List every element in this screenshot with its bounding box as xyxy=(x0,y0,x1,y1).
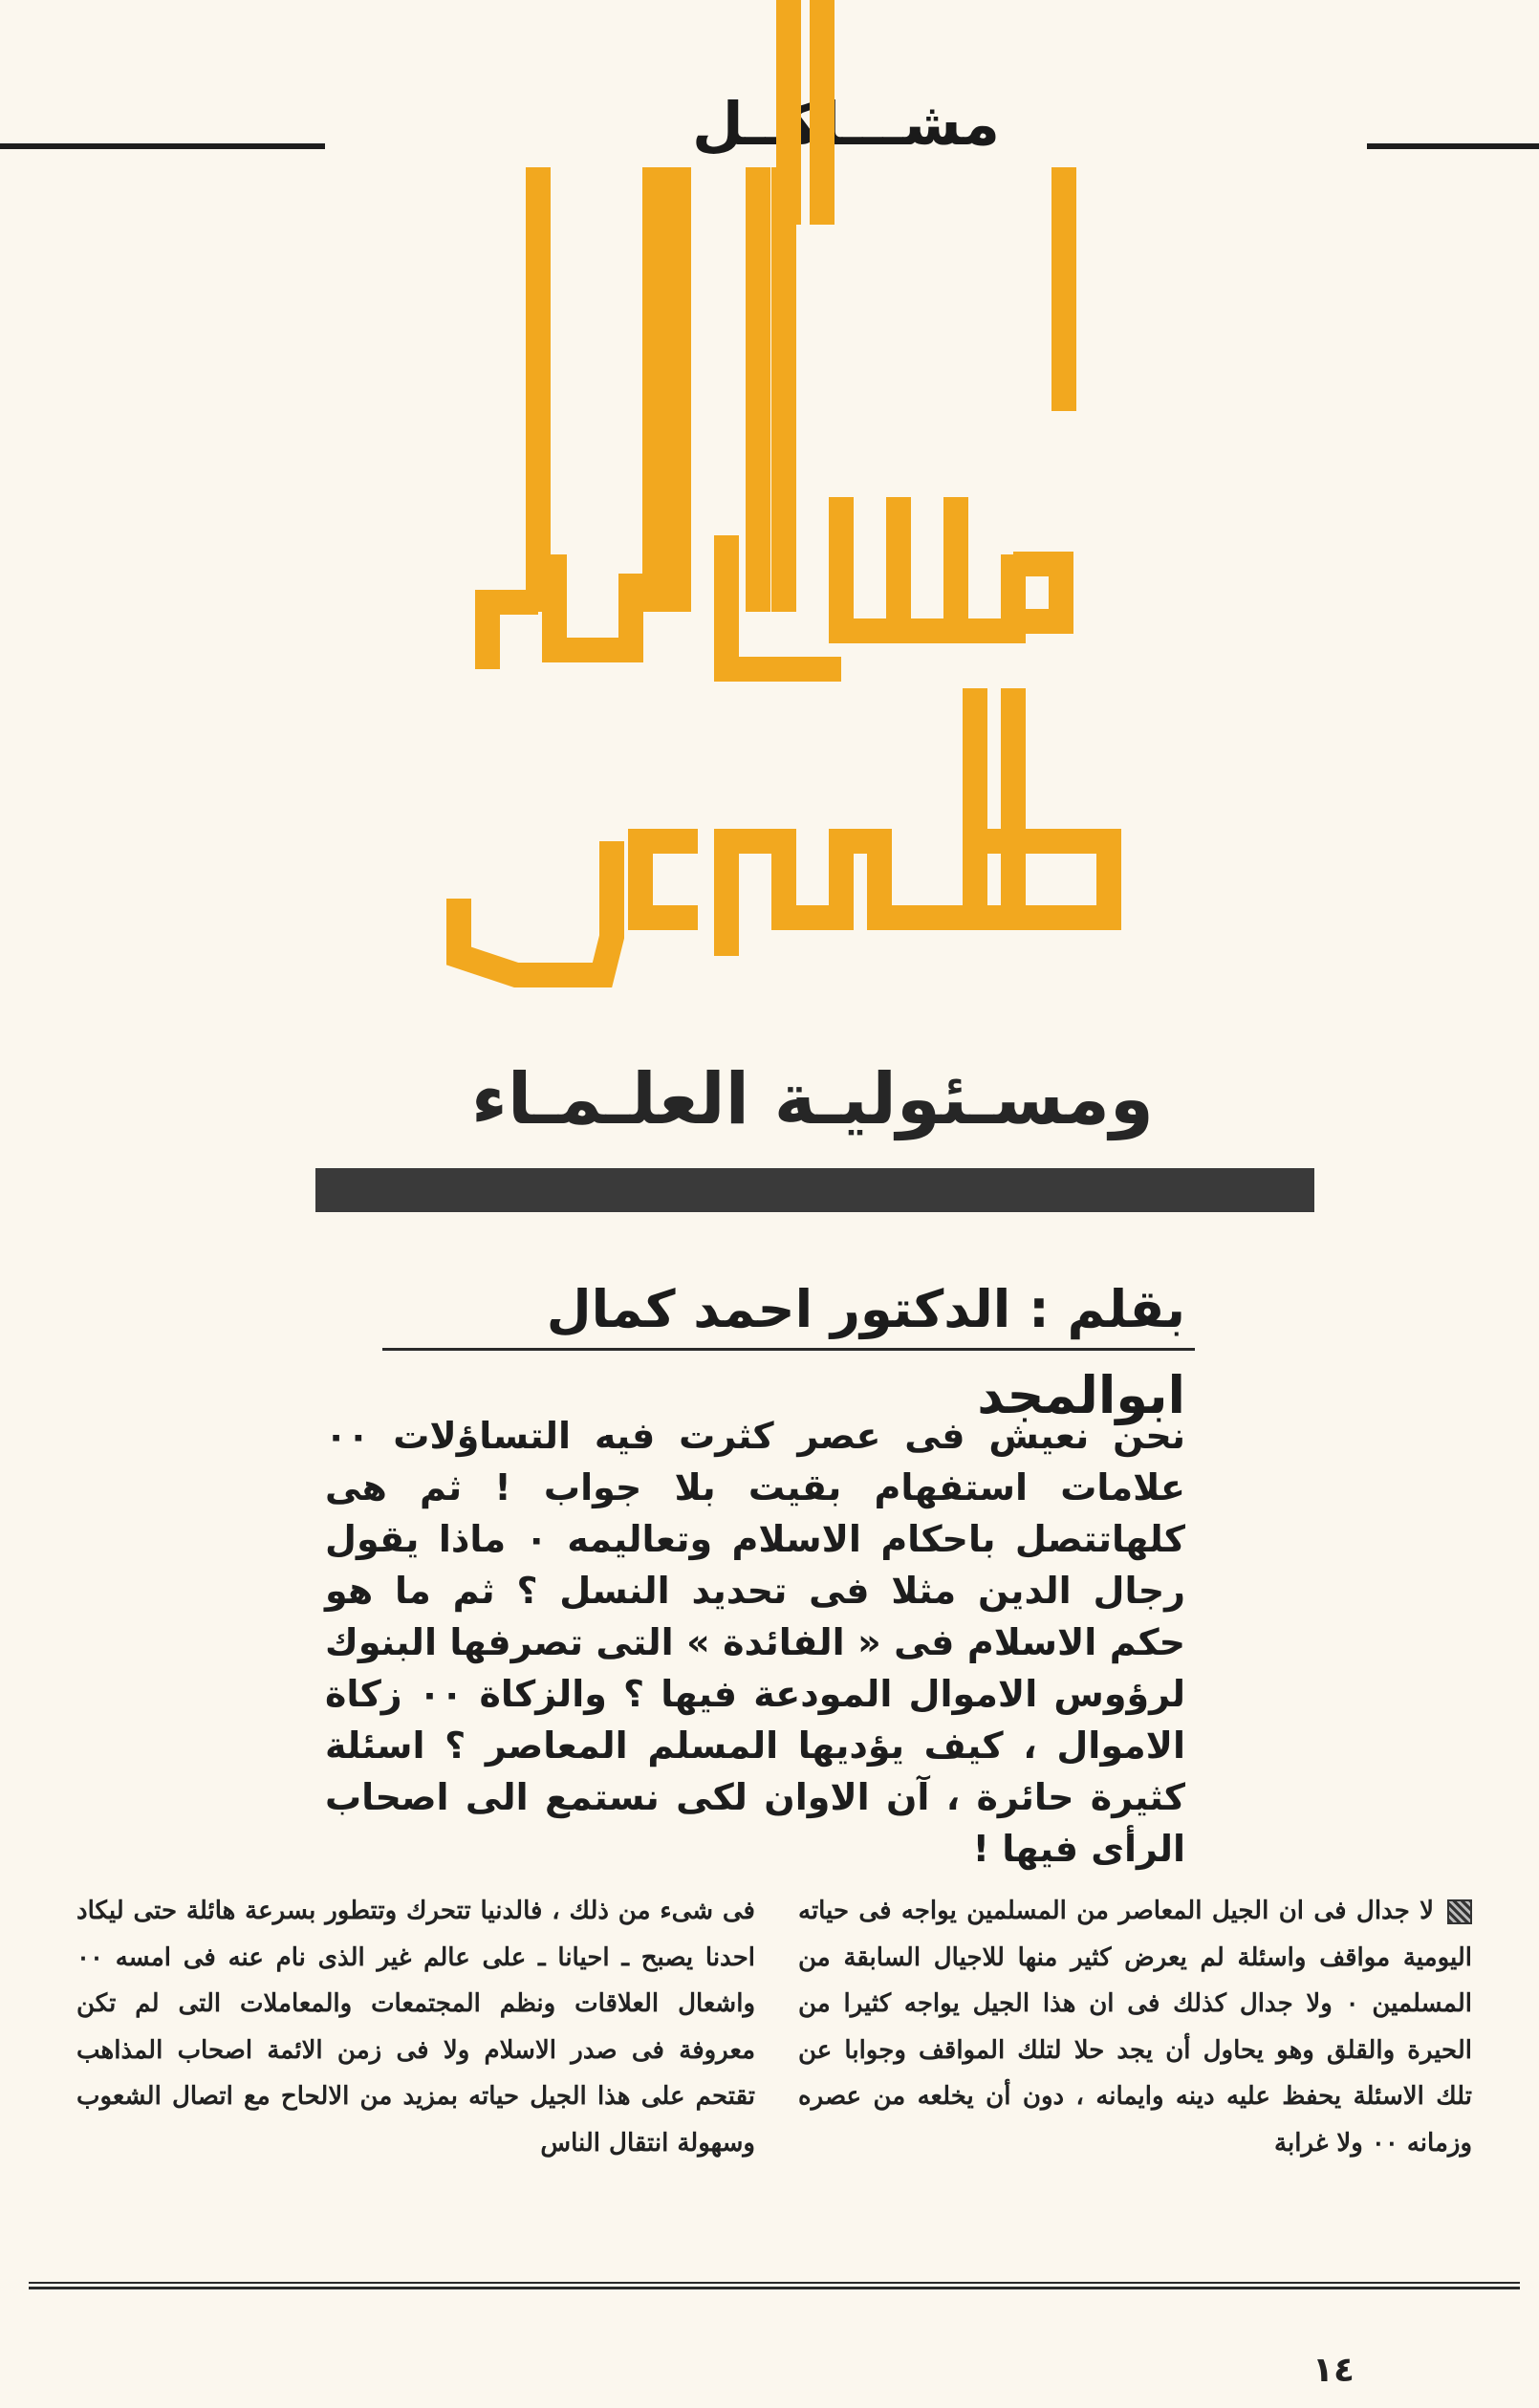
paragraph-marker-icon xyxy=(1447,1899,1472,1924)
body-column-left: فى شىء من ذلك ، فالدنيا تتحرك وتتطور بسرعة هائلة حتى ليكاد احدنا يصبح ـ احيانا ـ على عالم غير الذى نام عنه فى امسه ٠٠ واشعال العلاقات ونظم المجتمعات والمعاملات التى لم تكن معروفة فى صدر الاسلام ولا فى زمن الائمة اصحاب المذاهب تقتحم على هذا الجيل حياته بمزيد من الالحاح مع اتصال الشعوب وسهولة انتقال الناس xyxy=(76,1897,755,2158)
article-title xyxy=(0,0,1,1)
byline-underline xyxy=(382,1348,1195,1351)
intro-paragraph: نحن نعيش فى عصر كثرت فيه التساؤلات ٠٠ علامات استفهام بقيت بلا جواب ! ثم هى كلهاتتصل باحكام الاسلام وتعاليمه ٠ ماذا يقول رجال الدين مثلا فى تحديد النسل ؟ ثم ما هو حكم الاسلام فى « الفائدة » التى تصرفها البنوك لرؤوس الاموال المودعة فيها ؟ والزكاة ٠٠ زكاة الاموال ، كيف يؤديها المسلم المعاصر ؟ اسئلة كثيرة حائرة ، آن الاوان لكى نستمع الى اصحاب الرأى فيها ! xyxy=(325,1415,1186,1870)
subtitle: ومسـئوليـة العلـمـاء xyxy=(471,1058,1154,1140)
body-column-right xyxy=(798,1888,1472,2232)
body-column-right-text: لا جدال فى ان الجيل المعاصر من المسلمين يواجه فى حياته اليومية مواقف واسئلة لم يعرض كثير منها للاجيال السابقة من المسلمين ٠ ولا جدال كذلك فى ان هذا الجيل يواجه كثيرا من الحيرة والقلق وهو يحاول أن يجد حلا لتلك المواقف وجوابا عن تلك الاسئلة يحفظ عليه دينه وايمانه ، دون أن يخلعه من عصره وزمانه ٠٠ ولا غرابة xyxy=(798,1897,1472,2158)
section-label: مشـــاكــل xyxy=(325,86,1367,163)
page-number: ١٤ xyxy=(1312,2351,1355,2390)
title-bar xyxy=(315,1168,1314,1212)
author-byline: بقلم : الدكتور احمد كمال ابوالمجد xyxy=(546,1279,1185,1425)
footer-rule xyxy=(29,2281,1520,2290)
title-calligraphy xyxy=(440,0,1166,1042)
